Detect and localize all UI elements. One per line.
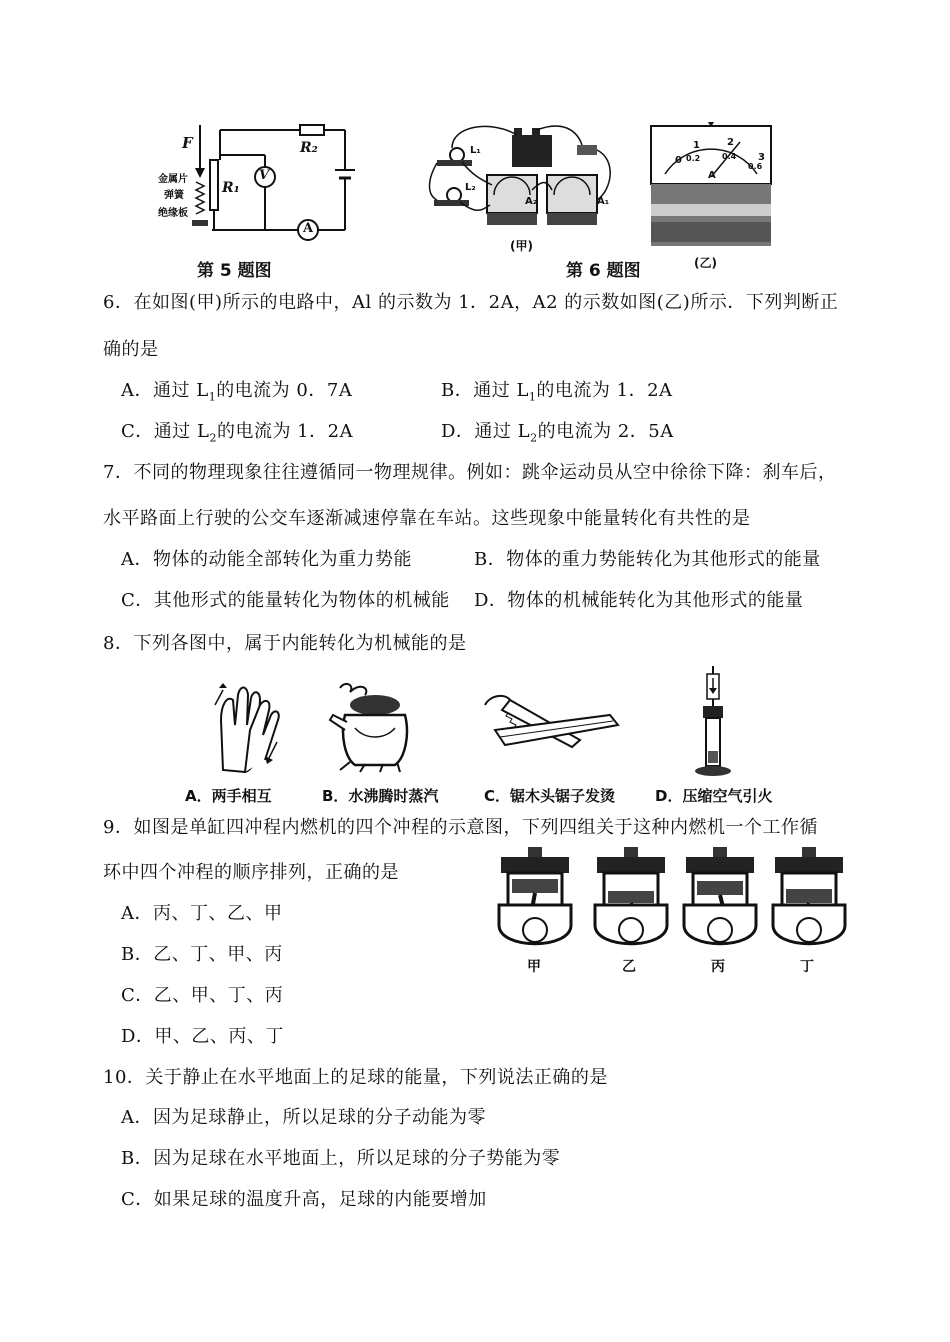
- label-A: A: [303, 221, 314, 236]
- q7-option-d: D．物体的机械能转化为其他形式的能量: [474, 590, 804, 611]
- label-spring: 弹簧: [164, 190, 184, 201]
- label-L2: L₂: [465, 182, 476, 193]
- engine-stroke-bing: [681, 845, 759, 955]
- q8-caption-a: A．两手相互: [185, 787, 272, 805]
- q8-caption-c: C．锯木头锯子发烫: [484, 787, 616, 805]
- label-yi: (乙): [694, 256, 717, 270]
- meter-unit: A: [708, 170, 716, 181]
- q6-option-a: A．通过 $L_1$的电流为 0．7A: [121, 380, 353, 404]
- q10-option-a: A．因为足球静止，所以足球的分子动能为零: [121, 1107, 486, 1128]
- fig6-caption: 第 6 题图: [566, 261, 641, 281]
- ammeter-dial-yi: [650, 122, 772, 254]
- q6-stem-line1: 6．在如图(甲)所示的电路中，Al 的示数为 1．2A，A2 的示数如图(乙)所示．下列判断正: [103, 292, 839, 313]
- q9-stem-line1: 9．如图是单缸四冲程内燃机的四个冲程的示意图，下列四组关于这种内燃机一个工作循: [103, 817, 818, 838]
- circuit-diagram-5: [170, 120, 360, 250]
- q9-option-a: A．丙、丁、乙、甲: [121, 903, 283, 924]
- q7-option-c: C．其他形式的能量转化为物体的机械能: [121, 590, 450, 611]
- meter-tick-0-6: 0.6: [748, 162, 763, 171]
- q10-option-b: B．因为足球在水平地面上，所以足球的分子势能为零: [121, 1148, 561, 1169]
- q6-option-b: B．通过 $L_1$的电流为 1．2A: [441, 380, 673, 404]
- hands-rubbing-illustration: [205, 680, 285, 775]
- sawing-wood-illustration: [480, 685, 620, 765]
- q9-option-c: C．乙、甲、丁、丙: [121, 985, 284, 1006]
- q9-stem-line2: 环中四个冲程的顺序排列，正确的是: [103, 862, 399, 883]
- label-A2: A₂: [525, 196, 538, 207]
- engine-label-bing: 丙: [711, 959, 725, 975]
- q8-caption-b: B．水沸腾时蒸汽: [322, 787, 439, 805]
- label-metal: 金属片: [158, 174, 188, 185]
- engine-stroke-yi: [592, 845, 670, 955]
- q10-option-c: C．如果足球的温度升高，足球的内能要增加: [121, 1189, 487, 1210]
- label-R1: R₁: [222, 180, 240, 196]
- label-R2: R₂: [300, 140, 318, 156]
- label-insulator: 绝缘板: [158, 208, 188, 219]
- label-A1: A₁: [597, 196, 610, 207]
- q9-option-b: B．乙、丁、甲、丙: [121, 944, 283, 965]
- q6-option-c: C．通过 $L_2$的电流为 1．2A: [121, 421, 354, 445]
- q7-option-a: A．物体的动能全部转化为重力势能: [121, 549, 412, 570]
- q7-stem-line2: 水平路面上行驶的公交车逐渐减速停靠在车站。这些现象中能量转化有共性的是: [103, 508, 751, 529]
- label-jia: (甲): [510, 239, 533, 253]
- meter-tick-0-2: 0.2: [686, 154, 701, 163]
- label-V: V: [259, 168, 270, 183]
- meter-tick-0: 0: [675, 155, 682, 166]
- q9-option-d: D．甲、乙、丙、丁: [121, 1026, 284, 1047]
- label-F: F: [182, 134, 193, 152]
- q10-stem: 10．关于静止在水平地面上的足球的能量，下列说法正确的是: [103, 1067, 608, 1088]
- q8-caption-d: D．压缩空气引火: [655, 787, 773, 805]
- q7-stem-line1: 7．不同的物理现象往往遵循同一物理规律。例如：跳伞运动员从空中徐徐下降：刹车后，: [103, 462, 837, 483]
- engine-stroke-jia: [496, 845, 574, 955]
- q8-stem: 8．下列各图中，属于内能转化为机械能的是: [103, 633, 467, 654]
- circuit-picture-6: [432, 120, 622, 235]
- q6-stem-line2: 确的是: [103, 339, 159, 360]
- meter-tick-1: 1: [693, 140, 700, 151]
- q7-option-b: B．物体的重力势能转化为其他形式的能量: [474, 549, 821, 570]
- engine-label-ding: 丁: [800, 959, 814, 975]
- q6-option-d: D．通过 $L_2$的电流为 2．5A: [441, 421, 674, 445]
- engine-stroke-ding: [770, 845, 848, 955]
- boiling-kettle-illustration: [325, 680, 415, 775]
- label-L1: L₁: [470, 145, 481, 156]
- fig5-caption: 第 5 题图: [197, 261, 272, 281]
- meter-tick-3: 3: [758, 152, 765, 163]
- engine-label-yi: 乙: [622, 959, 636, 975]
- meter-tick-2: 2: [727, 137, 734, 148]
- engine-label-jia: 甲: [527, 959, 541, 975]
- meter-tick-0-4: 0.4: [722, 152, 737, 161]
- air-compression-cylinder-illustration: [693, 666, 733, 781]
